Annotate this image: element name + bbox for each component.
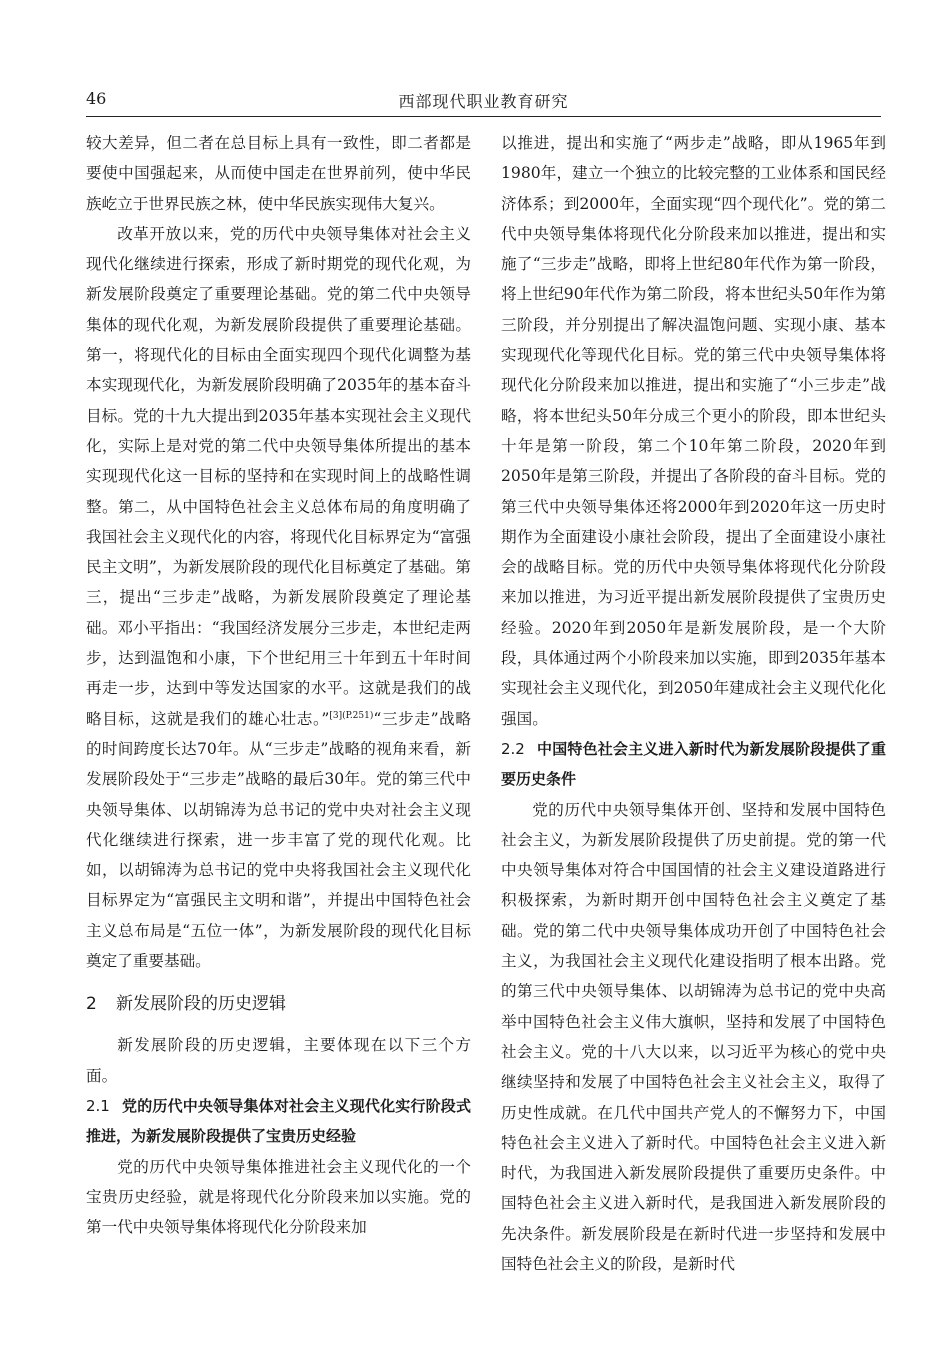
running-header [86,86,881,117]
left-column [86,128,471,1242]
subsection-title: 党的历代中央领导集体对社会主义现代化实行阶段式推进，为新发展阶段提供了宝贵历史经验 [86,1096,471,1146]
paragraph-text: 改革开放以来，党的历代中央领导集体对社会主义现代化继续进行探索，形成了新时期党的现代化观，为新发展阶段奠定了重要理论基础。党的第二代中央领导集体的现代化观，为新发展阶段提供了重要理论基础。第一，将现代化的目标由全面实现四个现代化调整为基本实现现代化，为新发展阶段明确了2035年的基本奋斗目标。党的十九大提出到2035年基本实现社会主义现代化，实际上是对党的第二代中央领导集体所提出的基本实现现代化这一目标的坚持和在实现时间上的战略性调整。第二，从中国特色社会主义总体布局的角度明确了我国社会主义现代化的内容，将现代化目标界定为“富强民主文明”，为新发展阶段的现代化目标奠定了基础。第三，提出“三步走”战略，为新发展阶段奠定了理论基础。邓小平指出：“我国经济发展分三步走，本世纪走两步，达到温饱和小康，下个世纪用三十年到五十年时间再走一步，达到中等发达国家的水平。这就是我们的战略目标，这就是我们的雄心壮志。” [86,224,471,728]
journal-title: 西部现代职业教育研究 [398,92,569,111]
paragraph: 新发展阶段的历史逻辑，主要体现在以下三个方面。 [86,1036,471,1085]
paragraph: 党的历代中央领导集体推进社会主义现代化的一个宝贵历史经验，就是将现代化分阶段来加以实施。党的第一代中央领导集体将现代化分阶段来加 [86,1157,471,1237]
paragraph-text: “三步走”战略的时间跨度长达70年。从“三步走”战略的视角来看，新发展阶段处于“三步走”战略的最后30年。党的第三代中央领导集体、以胡锦涛为总书记的党中央对社会主义现代化继续进行探索，进一步丰富了党的现代化观。比如，以胡锦涛为总书记的党中央将我国社会主义现代化目标界定为“富强民主文明和谐”，并提出中国特色社会主义总布局是“五位一体”，为新发展阶段的现代化目标奠定了重要基础。 [86,709,471,971]
section-heading [86,989,471,1019]
subsection-number: 2.1 [86,1096,110,1115]
page-number: 46 [86,89,107,108]
subsection-heading [501,734,886,795]
section-title: 新发展阶段的历史逻辑 [116,994,286,1015]
paragraph: 党的历代中央领导集体开创、坚持和发展中国特色社会主义，为新发展阶段提供了历史前提。党的第一代中央领导集体对符合中国国情的社会主义建设道路进行积极探索，为新时期开创中国特色社会主义奠定了基础。党的第二代中央领导集体成功开创了中国特色社会主义，为我国社会主义现代化建设指明了根本出路。党的第三代中央领导集体、以胡锦涛为总书记的党中央高举中国特色社会主义伟大旗帜，坚持和发展了中国特色社会主义。党的十八大以来，以习近平为核心的党中央继续坚持和发展了中国特色社会主义社会主义，取得了历史性成就。在几代中国共产党人的不懈努力下，中国特色社会主义进入了新时代。中国特色社会主义进入新时代，为我国进入新发展阶段提供了重要历史条件。中国特色社会主义进入新时代，是我国进入新发展阶段的先决条件。新发展阶段是在新时代进一步坚持和发展中国特色社会主义的阶段，是新时代 [501,800,886,1273]
section-number: 2 [86,994,97,1015]
paragraph: 较大差异，但二者在总目标上具有一致性，即二者都是要使中国强起来，从而使中国走在世界前列，使中华民族屹立于世界民族之林，使中华民族实现伟大复兴。 [86,134,471,213]
right-column [501,128,886,1279]
paragraph [86,219,471,976]
citation-ref: [3](P.251) [329,710,374,721]
subsection-heading [86,1091,471,1152]
paragraph: 以推进，提出和实施了“两步走”战略，即从1965年到1980年，建立一个独立的比较完整的工业体系和国民经济体系；到2000年，全面实现“四个现代化”。党的第二代中央领导集体将现代化分阶段来加以推进，提出和实施了“三步走”战略，即将上世纪80年代作为第一阶段，将上世纪90年代作为第二阶段，将本世纪头50年作为第三阶段，并分别提出了解决温饱问题、实现小康、基本实现现代化等现代化目标。党的第三代中央领导集体将现代化分阶段来加以推进，提出和实施了“小三步走”战略，将本世纪头50年分成三个更小的阶段，即本世纪头十年是第一阶段，第二个10年第二阶段，2020年到2050年是第三阶段，并提出了各阶段的奋斗目标。党的第三代中央领导集体还将2000年到2020年这一历史时期作为全面建设小康社会阶段，提出了全面建设小康社会的战略目标。党的历代中央领导集体将现代化分阶段来加以推进，为习近平提出新发展阶段提供了宝贵历史经验。2020年到2050年是新发展阶段，是一个大阶段，具体通过两个小阶段来加以实施，即到2035年基本实现社会主义现代化，到2050年建成社会主义现代化化强国。 [501,134,886,728]
subsection-number: 2.2 [501,739,525,758]
subsection-title: 中国特色社会主义进入新时代为新发展阶段提供了重要历史条件 [501,739,886,789]
